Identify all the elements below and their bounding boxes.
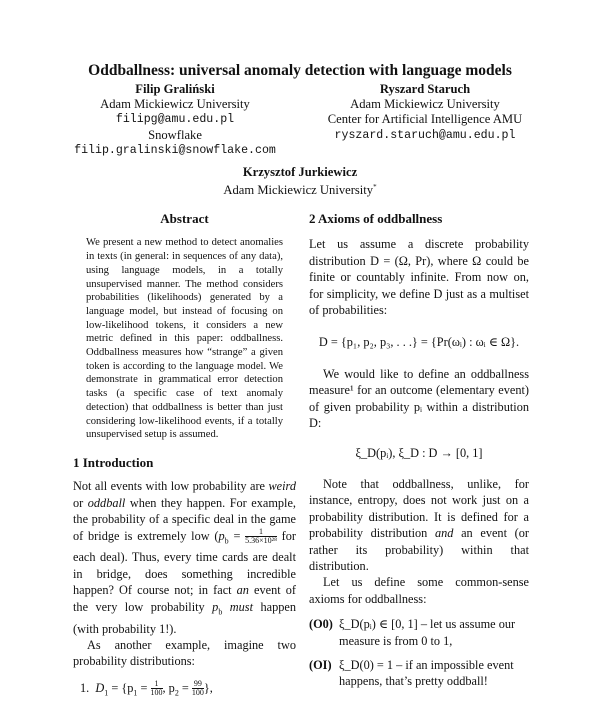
fraction: $\frac{99}{100}$ — [191, 679, 204, 698]
right-column — [309, 211, 529, 690]
author-block-3 — [150, 165, 450, 199]
list-item: 1. $D_1 = \{p_1$ = $\frac{1}{100}$ , $p_2$ = $\frac{99}{100}$ }, — [80, 679, 213, 698]
equation-2: ξ_D(pᵢ), ξ_D : D → [0, 1] — [355, 446, 483, 461]
left-column — [73, 211, 296, 702]
abstract-text: We present a new method to detect anomalies in texts (in general: in sequences of any data), using language models, in a totally unsupervised manner. The method considers probabilities (likelihoods) generated by a language model, but instead of focusing on low-likelihood tokens, it considers a new metric defined in this paper: oddballness. Oddballness measures how “strange” a given token is according to the language model. We demonstrate in grammatical error detection tasks (a specific case of text anomaly detection) that oddballness is better than just considering low-likelihood events, if a totally unsupervised setup is assumed. — [86, 237, 283, 441]
author-name: Krzysztof Jurkiewicz — [242, 165, 358, 179]
intro-heading: 1 Introduction — [73, 454, 154, 470]
axiom-text: ξ_D(0) = 1 – if an impossible event happens, that’s pretty oddball! — [339, 657, 514, 689]
axiom-text: ξ_D(pᵢ) ∈ [0, 1] – let us assume our measure is from 0 to 1, — [339, 617, 516, 648]
author-affiliation-2: Snowflake — [148, 127, 202, 142]
footnote-mark: * — [373, 183, 377, 192]
axiom-o0 — [309, 616, 529, 649]
author-block-2 — [290, 82, 560, 143]
author-name: Ryszard Staruch — [379, 82, 471, 96]
abstract-heading: Abstract — [160, 211, 209, 226]
axiom-label: (O0) — [309, 617, 333, 632]
author-affiliation: Adam Mickiewicz University* — [223, 183, 377, 198]
axioms-paragraph-3: Note that oddballness, unlike, for instance, entropy, does not work just on a probability distribution. It is defined for a probability distribution and an event (or rather its probability) within that distribution. — [309, 476, 529, 573]
fraction: $\frac{1}{\text{5.36×10²⁸}}$ — [245, 527, 277, 546]
fraction: $\frac{1}{100}$ — [150, 679, 163, 698]
author-email-2[interactable]: filip.gralinski@snowflake.com — [74, 143, 276, 157]
equation-1: D = {p₁, p₂, p₃, . . .} = {Pr(ωᵢ) : ωᵢ ∈ Ω}. — [318, 335, 520, 350]
axiom-o1 — [309, 657, 529, 690]
author-affiliation: Adam Mickiewicz University — [100, 97, 250, 112]
axioms-paragraph-4: Let us define some common-sense axioms for oddballness: — [309, 575, 529, 606]
author-email[interactable]: filipg@amu.edu.pl — [115, 113, 235, 127]
intro-paragraph-2: As another example, imagine two probability distributions: — [73, 637, 296, 669]
author-block-1 — [60, 82, 290, 158]
axiom-label: (OI) — [309, 657, 332, 672]
axioms-paragraph-1: Let us assume a discrete probability distribution D = (Ω, Pr), where Ω could be finite or countably infinite. From now on, for simplicity, we define D just as a multiset of probabilities: — [309, 237, 529, 318]
intro-paragraph-1: Not all events with low probability are weird or oddball when they happen. For example, the probability of a specific deal in the game of bridge is extremely low ($p_b$ = $\frac{1}{\text{5.36×10²⁸}}$ for each deal). Thus, every time cards are dealt in bridge, does something incredible happen? Of course not; in fact an event of the very low probability $p_b$ must happen (with probability 1!). — [73, 479, 296, 636]
paper-title: Oddballness: universal anomaly detection with language models — [88, 62, 512, 79]
author-email[interactable]: ryszard.staruch@amu.edu.pl — [334, 128, 516, 142]
axioms-heading: 2 Axioms of oddballness — [309, 211, 443, 226]
author-affiliation: Adam Mickiewicz University — [350, 97, 500, 112]
axioms-paragraph-2: We would like to define an oddballness measure¹ for an outcome (elementary event) of given probability pᵢ within a distribution D: — [309, 366, 529, 431]
author-affiliation-2: Center for Artificial Intelligence AMU — [327, 112, 523, 127]
author-name: Filip Graliński — [135, 82, 215, 96]
